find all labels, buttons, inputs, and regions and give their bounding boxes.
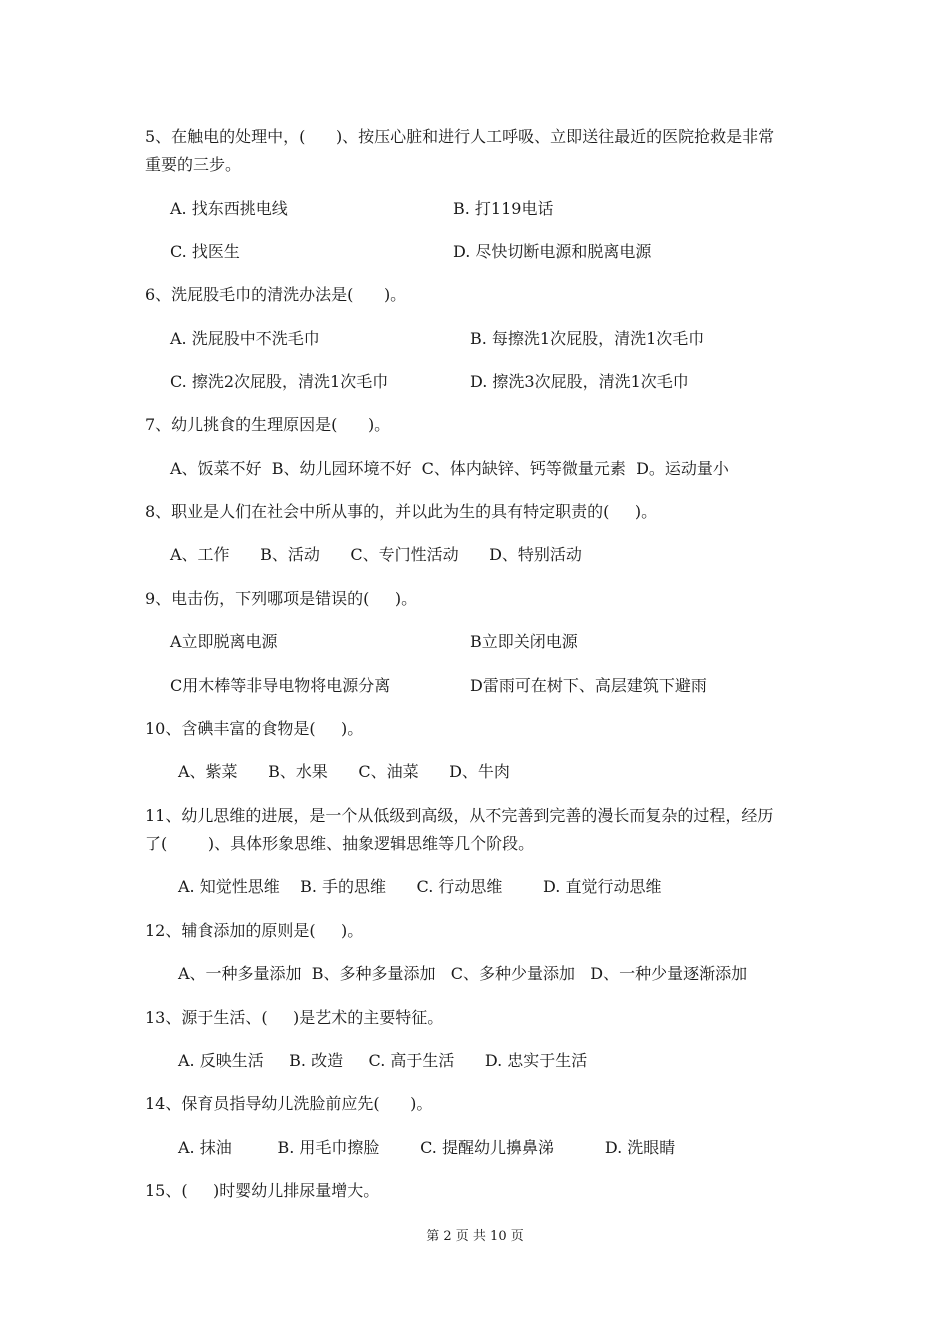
- question-13-line-1: 13、源于生活、( )是艺术的主要特征。: [145, 1008, 444, 1027]
- question-12-line-1: 12、辅食添加的原则是( )。: [145, 921, 364, 940]
- question-9-line-1: 9、电击伤，下列哪项是错误的( )。: [145, 589, 418, 608]
- question-14-options: A. 抹油 B. 用毛巾擦脸 C. 提醒幼儿擤鼻涕 D. 洗眼睛: [178, 1138, 676, 1157]
- question-15-line-1: 15、( )时婴幼儿排尿量增大。: [145, 1181, 380, 1200]
- question-6-option-b: B. 每擦洗1次屁股，清洗1次毛巾: [470, 329, 705, 348]
- question-9-option-a: A立即脱离电源: [170, 632, 278, 651]
- question-6-line-1: 6、洗屁股毛巾的清洗办法是( )。: [145, 285, 407, 304]
- question-5-option-b: B. 打119电话: [453, 199, 554, 218]
- question-6-option-c: C. 擦洗2次屁股，清洗1次毛巾: [170, 372, 389, 391]
- question-9-option-d: D雷雨可在树下、高层建筑下避雨: [470, 676, 707, 695]
- question-5-option-a: A. 找东西挑电线: [170, 199, 288, 218]
- question-10-line-1: 10、含碘丰富的食物是( )。: [145, 719, 364, 738]
- question-6-option-a: A. 洗屁股中不洗毛巾: [170, 329, 320, 348]
- question-7-options: A、饭菜不好 B、幼儿园环境不好 C、体内缺锌、钙等微量元素 D。运动量小: [170, 459, 729, 478]
- question-5-line-2: 重要的三步。: [145, 155, 242, 174]
- question-9-option-c: C用木棒等非导电物将电源分离: [170, 676, 391, 695]
- question-12-options: A、一种多量添加 B、多种多量添加 C、多种少量添加 D、一种少量逐渐添加: [178, 964, 748, 983]
- question-11-line-1: 11、幼儿思维的进展，是一个从低级到高级，从不完善到完善的漫长而复杂的过程，经历: [145, 806, 774, 825]
- question-11-line-2: 了( )、具体形象思维、抽象逻辑思维等几个阶段。: [145, 834, 535, 853]
- question-5-option-d: D. 尽快切断电源和脱离电源: [453, 242, 652, 261]
- question-5-option-c: C. 找医生: [170, 242, 240, 261]
- question-5-line-1: 5、在触电的处理中，( )、按压心脏和进行人工呼吸、立即送往最近的医院抢救是非常: [145, 127, 775, 146]
- question-7-line-1: 7、幼儿挑食的生理原因是( )。: [145, 415, 391, 434]
- question-14-line-1: 14、保育员指导幼儿洗脸前应先( )。: [145, 1094, 433, 1113]
- question-11-options: A. 知觉性思维 B. 手的思维 C. 行动思维 D. 直觉行动思维: [178, 877, 662, 896]
- question-6-option-d: D. 擦洗3次屁股，清洗1次毛巾: [470, 372, 689, 391]
- question-8-options: A、工作 B、活动 C、专门性活动 D、特别活动: [170, 545, 582, 564]
- question-8-line-1: 8、职业是人们在社会中所从事的，并以此为生的具有特定职责的( )。: [145, 502, 658, 521]
- page-number-footer: 第 2 页 共 10 页: [426, 1229, 524, 1244]
- question-10-options: A、紫菜 B、水果 C、油菜 D、牛肉: [178, 762, 510, 781]
- question-9-option-b: B立即关闭电源: [470, 632, 578, 651]
- question-13-options: A. 反映生活 B. 改造 C. 高于生活 D. 忠实于生活: [178, 1051, 588, 1070]
